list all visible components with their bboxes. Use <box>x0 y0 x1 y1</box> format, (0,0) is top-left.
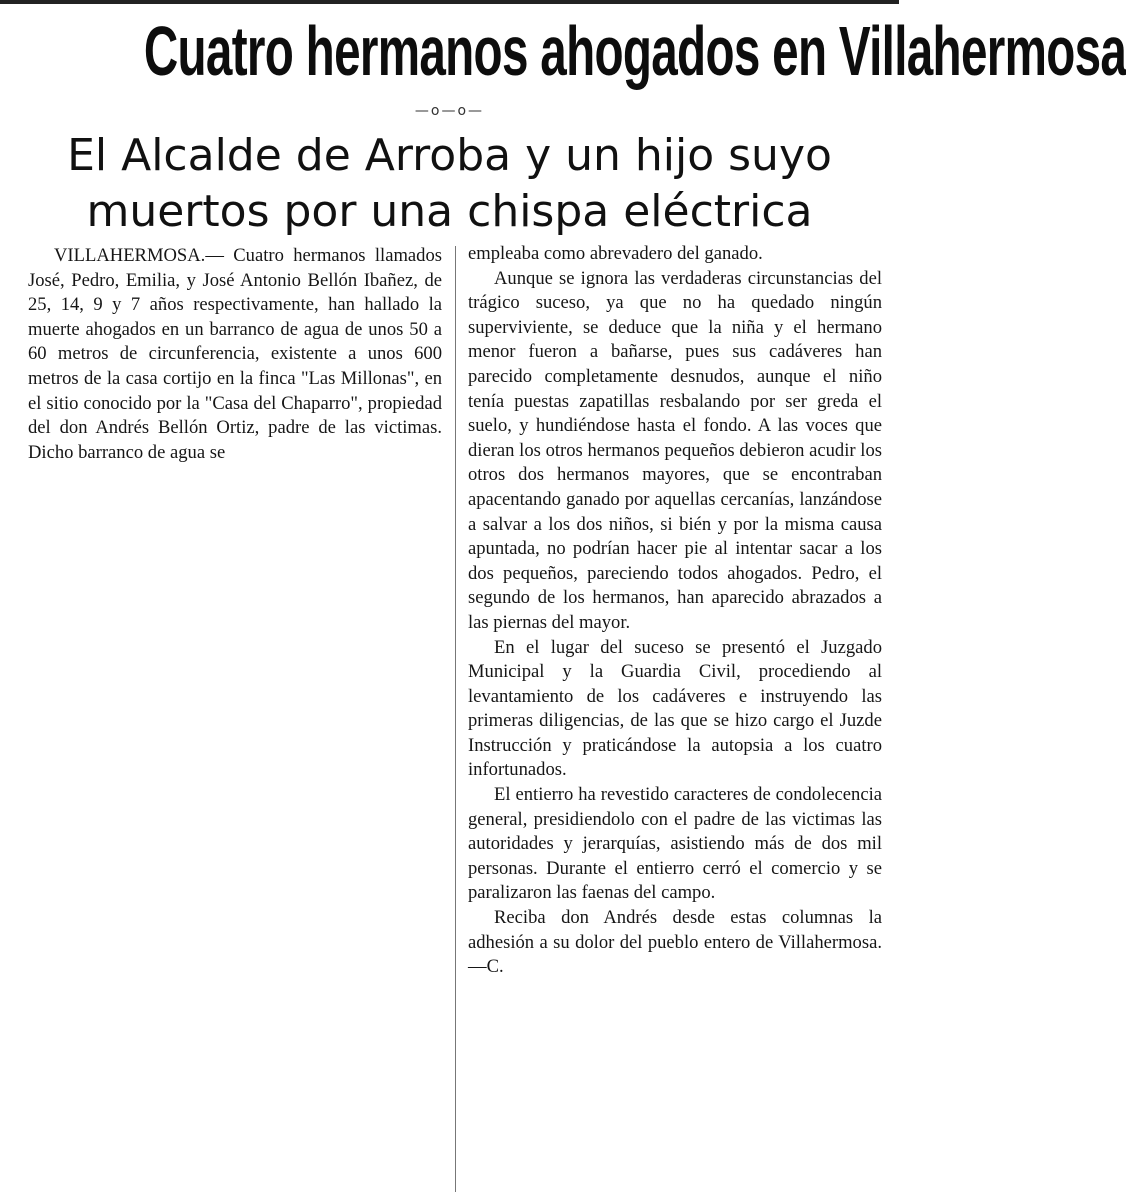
article-paragraph: Reciba don Andrés desde estas columnas la adhesión a su dolor del pueblo entero de Villahermosa.—C. <box>468 907 882 978</box>
top-rule <box>0 0 899 4</box>
article-paragraph: Aunque se ignora las verdaderas circunstancias del trágico suceso, ya que no ha quedado ningún superviviente, se deduce que la niña y el hermano menor fueron a bañarse, pues sus cadáveres han parecido completamente desnudos, aunque el niño tenía puestas zapatillas resbalando por ser greda el suelo, y hundiéndose hasta el fondo. A las voces que dieran los otros hermanos pequeños debieron acudir los otros dos hermanos mayores, que se encontraban apacentando ganado por aquellas cercanías, lanzándose a salvar a los dos niños, si bién y por la misma causa apuntada, no podrían hacer pie al intentar sacar a los dos pequeños, pareciendo todos ahogados. Pedro, el segundo de los hermanos, han aparecido abrazados a las piernas del mayor. <box>468 267 882 633</box>
article-lead-paragraph <box>28 244 442 465</box>
subheadline-line-2: muertos por una chispa eléctrica <box>86 186 813 237</box>
subheadline <box>0 128 899 240</box>
article-column-left <box>28 244 442 465</box>
dateline: VILLAHERMOSA.— <box>54 245 224 266</box>
article-column-right <box>468 242 882 980</box>
column-divider <box>455 246 456 1192</box>
article-paragraph: El entierro ha revestido caracteres de condolecencia general, presidiendolo con el padre de las victimas las autoridades y jerarquías, asistiendo más de dos mil personas. Durante el entierro cerró el comercio y se paralizaron las faenas del campo. <box>468 784 882 904</box>
headline: Cuatro hermanos ahogados en Villahermosa <box>143 12 1126 90</box>
article-lead-text: Cuatro hermanos llamados José, Pedro, Emilia, y José Antonio Bellón Ibañez, de 25, 14, 9 y 7 años respectivamente, han hallado la muerte ahogados en un barranco de agua de unos 50 a 60 metros de circunferencia, existente a unos 600 metros de la casa cortijo en la finca "Las Millonas", en el sitio conocido por la "Casa del Chaparro", propiedad del don Andrés Bellón Ortiz, padre de las victimas. Dicho barranco de agua se <box>28 245 442 463</box>
ornament-divider: —o—o— <box>414 103 485 119</box>
subheadline-line-1: El Alcalde de Arroba y un hijo suyo <box>67 130 832 181</box>
article-paragraph: En el lugar del suceso se presentó el Juzgado Municipal y la Guardia Civil, procediendo al levantamiento de los cadáveres e instruyendo las primeras diligencias, de las que se hizo cargo el Juzde Instrucción y praticándose la autopsia a los cuatro infortunados. <box>468 636 882 781</box>
article-continuation: empleaba como abrevadero del ganado. <box>468 243 763 264</box>
